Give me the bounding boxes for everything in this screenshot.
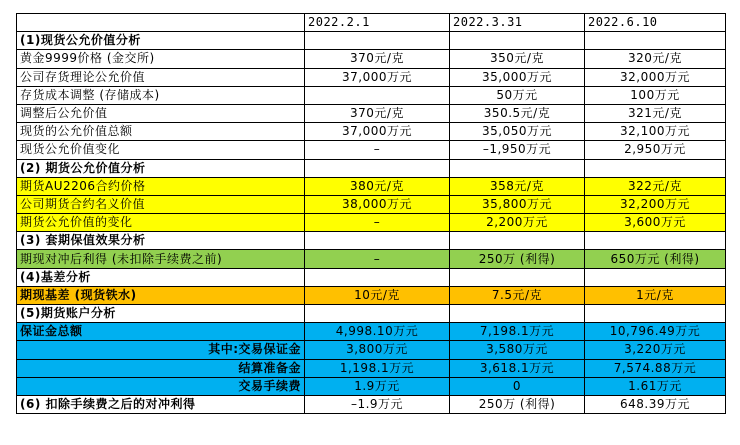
section-row (17, 268, 726, 286)
value-cell[interactable]: 32,000万元 (585, 68, 726, 86)
table-row (17, 214, 726, 232)
value-cell[interactable]: 1.61万元 (585, 377, 726, 395)
table-row (17, 286, 726, 304)
value-cell[interactable]: 4,998.10万元 (305, 323, 450, 341)
header-cell[interactable]: 2022.2.1 (305, 14, 450, 32)
row-label-cell[interactable]: (2) 期货公允价值分析 (17, 159, 305, 177)
value-cell[interactable] (450, 305, 585, 323)
row-label-cell[interactable]: 存货成本调整 (存储成本) (17, 86, 305, 104)
table-row (17, 323, 726, 341)
row-label-cell[interactable]: 期现基差 (现货铁水) (17, 286, 305, 304)
value-cell[interactable]: 38,000万元 (305, 195, 450, 213)
value-cell[interactable]: 321元/克 (585, 104, 726, 122)
value-cell[interactable] (450, 268, 585, 286)
value-cell[interactable]: 35,050万元 (450, 123, 585, 141)
header-cell[interactable]: 2022.6.10 (585, 14, 726, 32)
row-label-cell[interactable]: 调整后公允价值 (17, 104, 305, 122)
value-cell[interactable]: 370元/克 (305, 104, 450, 122)
table-row (17, 250, 726, 268)
row-label-cell[interactable]: (6) 扣除手续费之后的对冲利得 (17, 395, 305, 413)
section-row (17, 395, 726, 413)
value-cell[interactable]: 322元/克 (585, 177, 726, 195)
row-label-cell[interactable]: 现货的公允价值总额 (17, 123, 305, 141)
value-cell[interactable] (585, 305, 726, 323)
row-label-cell[interactable]: 期现对冲后利得 (未扣除手续费之前) (17, 250, 305, 268)
value-cell[interactable]: 350元/克 (450, 50, 585, 68)
value-cell[interactable]: 3,220万元 (585, 341, 726, 359)
row-label-cell[interactable]: (1)现货公允价值分析 (17, 32, 305, 50)
table-row (17, 50, 726, 68)
table-row (17, 86, 726, 104)
value-cell[interactable]: 1元/克 (585, 286, 726, 304)
section-row (17, 159, 726, 177)
header-cell[interactable]: 2022.3.31 (450, 14, 585, 32)
row-label-cell[interactable]: (5)期货账户分析 (17, 305, 305, 323)
value-cell[interactable]: 3,618.1万元 (450, 359, 585, 377)
value-cell[interactable]: 35,000万元 (450, 68, 585, 86)
value-cell[interactable]: 3,600万元 (585, 214, 726, 232)
row-label-cell[interactable]: 交易手续费 (17, 377, 305, 395)
value-cell[interactable] (305, 268, 450, 286)
header-row (17, 14, 726, 32)
value-cell[interactable] (450, 159, 585, 177)
value-cell[interactable]: 10,796.49万元 (585, 323, 726, 341)
row-label-cell[interactable]: 现货公允价值变化 (17, 141, 305, 159)
row-label-cell[interactable]: 黄金9999价格 (金交所) (17, 50, 305, 68)
row-label-cell[interactable]: 保证金总额 (17, 323, 305, 341)
row-label-cell[interactable]: (4)基差分析 (17, 268, 305, 286)
value-cell[interactable] (305, 159, 450, 177)
value-cell[interactable]: 650万元 (利得) (585, 250, 726, 268)
value-cell[interactable]: 350.5元/克 (450, 104, 585, 122)
table-row (17, 177, 726, 195)
value-cell[interactable] (585, 232, 726, 250)
value-cell[interactable] (305, 86, 450, 104)
value-cell[interactable]: 380元/克 (305, 177, 450, 195)
value-cell[interactable]: 37,000万元 (305, 123, 450, 141)
value-cell[interactable] (305, 32, 450, 50)
value-cell[interactable]: 3,800万元 (305, 341, 450, 359)
value-cell[interactable]: 7,574.88万元 (585, 359, 726, 377)
row-label-cell[interactable]: 期货公允价值的变化 (17, 214, 305, 232)
value-cell[interactable]: 2,950万元 (585, 141, 726, 159)
value-cell[interactable]: 32,100万元 (585, 123, 726, 141)
table-row (17, 141, 726, 159)
section-row (17, 305, 726, 323)
row-label-cell[interactable]: (3) 套期保值效果分析 (17, 232, 305, 250)
value-cell[interactable]: 1,198.1万元 (305, 359, 450, 377)
table-row (17, 341, 726, 359)
value-cell[interactable]: –1.9万元 (305, 395, 450, 413)
value-cell[interactable]: 370元/克 (305, 50, 450, 68)
row-label-cell[interactable]: 公司期货合约名义价值 (17, 195, 305, 213)
table-row (17, 123, 726, 141)
value-cell[interactable]: 250万 (利得) (450, 250, 585, 268)
value-cell[interactable]: – (305, 141, 450, 159)
value-cell[interactable]: 0 (450, 377, 585, 395)
value-cell[interactable] (585, 159, 726, 177)
value-cell[interactable]: 250万 (利得) (450, 395, 585, 413)
value-cell[interactable]: 3,580万元 (450, 341, 585, 359)
value-cell[interactable]: 37,000万元 (305, 68, 450, 86)
value-cell[interactable]: 2,200万元 (450, 214, 585, 232)
value-cell[interactable]: 50万元 (450, 86, 585, 104)
row-label-cell[interactable]: 公司存货理论公允价值 (17, 68, 305, 86)
value-cell[interactable]: 100万元 (585, 86, 726, 104)
table-row (17, 68, 726, 86)
table-row (17, 104, 726, 122)
hedge-analysis-table (16, 13, 726, 414)
value-cell[interactable] (305, 232, 450, 250)
value-cell[interactable]: 1.9万元 (305, 377, 450, 395)
value-cell[interactable]: –1,950万元 (450, 141, 585, 159)
table-body (17, 14, 726, 414)
row-label-cell[interactable]: 结算准备金 (17, 359, 305, 377)
table-row (17, 377, 726, 395)
section-row (17, 32, 726, 50)
value-cell[interactable] (450, 232, 585, 250)
value-cell[interactable]: 32,200万元 (585, 195, 726, 213)
value-cell[interactable]: 7,198.1万元 (450, 323, 585, 341)
value-cell[interactable] (585, 268, 726, 286)
value-cell[interactable]: 35,800万元 (450, 195, 585, 213)
section-row (17, 232, 726, 250)
header-cell[interactable] (17, 14, 305, 32)
value-cell[interactable]: 7.5元/克 (450, 286, 585, 304)
row-label-cell[interactable]: 其中:交易保证金 (17, 341, 305, 359)
value-cell[interactable]: 10元/克 (305, 286, 450, 304)
value-cell[interactable]: 358元/克 (450, 177, 585, 195)
table-row (17, 359, 726, 377)
value-cell[interactable]: – (305, 250, 450, 268)
value-cell[interactable]: – (305, 214, 450, 232)
value-cell[interactable] (585, 32, 726, 50)
value-cell[interactable] (305, 305, 450, 323)
row-label-cell[interactable]: 期货AU2206合约价格 (17, 177, 305, 195)
value-cell[interactable] (450, 32, 585, 50)
value-cell[interactable]: 648.39万元 (585, 395, 726, 413)
value-cell[interactable]: 320元/克 (585, 50, 726, 68)
table-row (17, 195, 726, 213)
